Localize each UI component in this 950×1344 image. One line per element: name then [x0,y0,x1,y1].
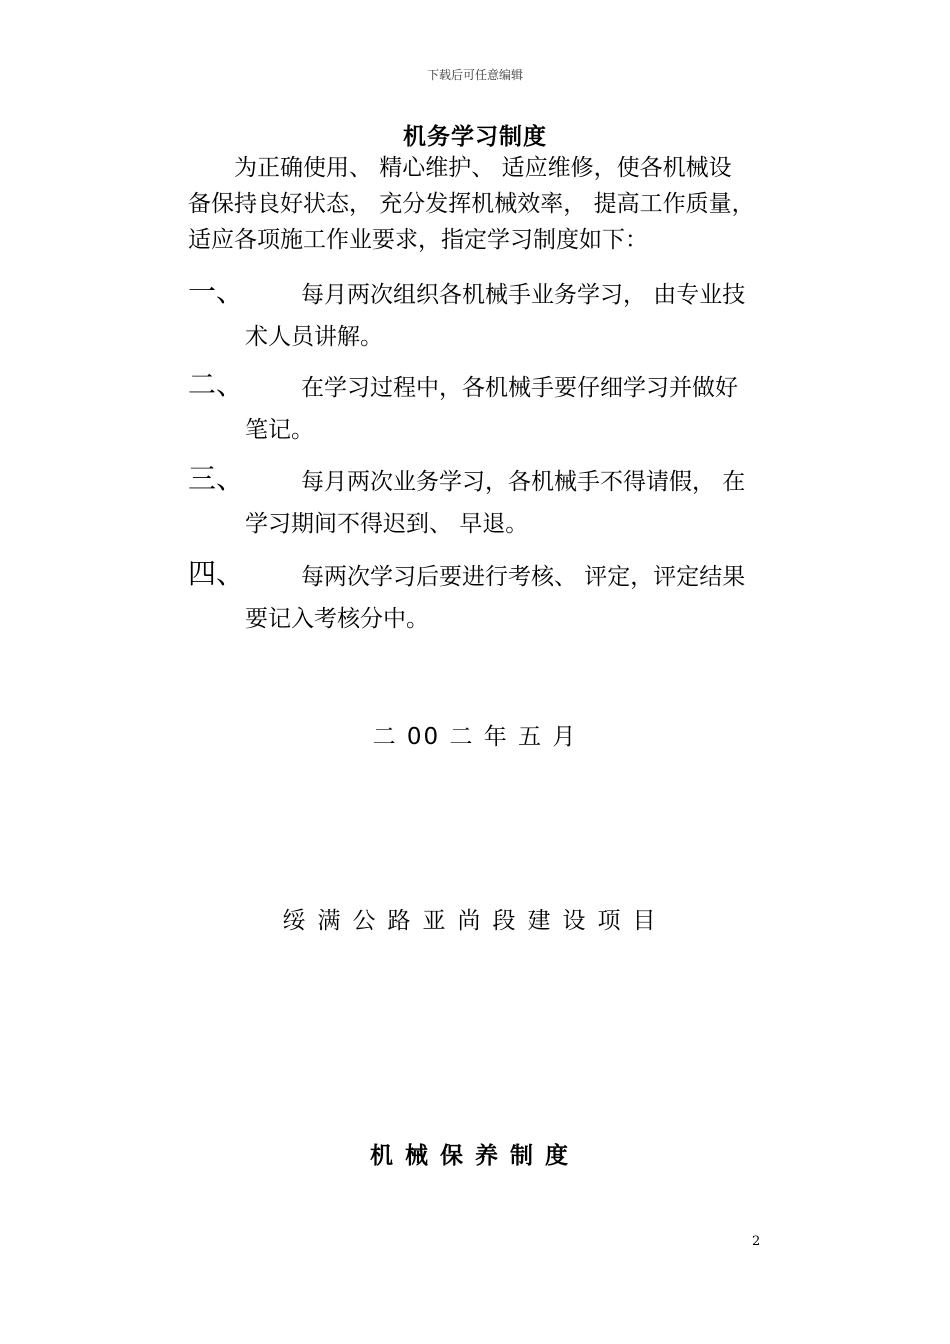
document-title: 机务学习制度 [403,124,547,150]
page-number: 2 [752,1234,761,1249]
rule-text-line: 学习期间不得迟到、 早退。 [245,511,529,537]
rule-text-line: 每月两次业务学习，各机械手不得请假， 在 [301,469,746,495]
rule-number: 二、 [188,368,245,401]
intro-line: 适应各项施工作业要求，指定学习制度如下： [188,227,648,253]
next-section-title: 机械保养制度 [370,1143,580,1169]
intro-line: 备保持良好状态， 充分发挥机械效率， 提高工作质量， [188,191,755,217]
rule-text-line: 在学习过程中，各机械手要仔细学习并做好 [301,375,738,401]
document-date: 二 00 二 年 五 月 [372,724,578,750]
intro-line: 为正确使用、 精心维护、 适应维修，使各机械设 [234,155,732,181]
rule-text-line: 术人员讲解。 [245,324,383,350]
rule-text-line: 要记入考核分中。 [245,606,429,632]
rule-text-line: 笔记。 [245,417,314,443]
rule-text-line: 每月两次组织各机械手业务学习， 由专业技 [301,282,746,308]
rule-text-line: 每两次学习后要进行考核、 评定，评定结果 [301,564,746,590]
project-name: 绥满公路亚尚段建设项目 [282,908,668,934]
rule-number: 三、 [188,462,245,495]
page-header: 下载后可任意编辑 [426,68,523,82]
rule-number: 四、 [188,557,245,590]
intro-paragraph [188,150,766,258]
rule-number: 一、 [188,275,245,308]
